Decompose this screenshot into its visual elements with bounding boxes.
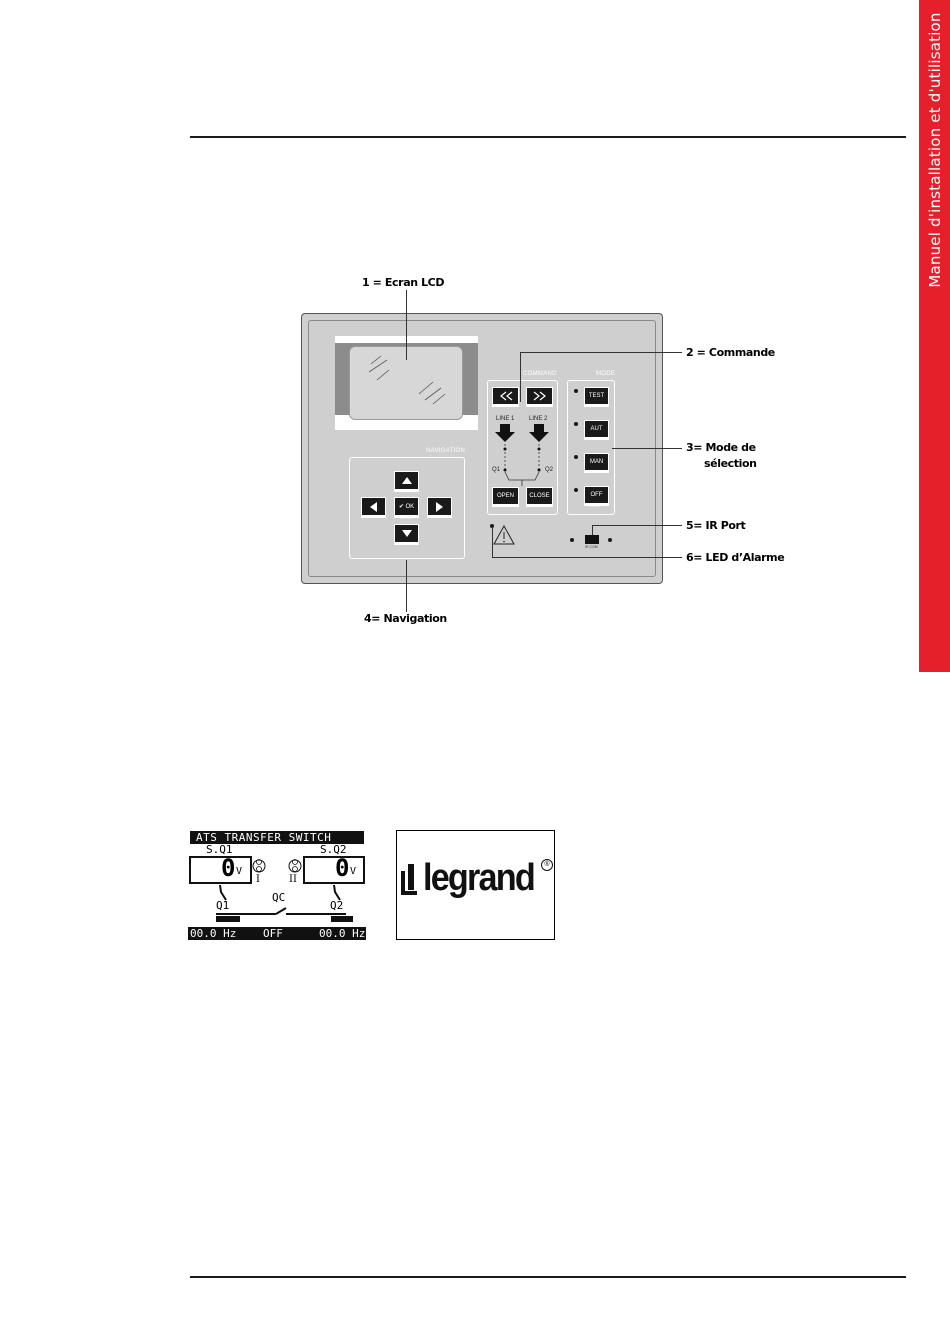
lcd-roman1: I [256,874,260,885]
nav-down-button[interactable] [394,524,419,545]
arrow-down-icon [402,530,412,537]
callout-mode-2: sélection [704,457,757,470]
callout-ir-port: 5= IR Port [686,519,746,532]
registered-icon: ® [541,859,553,871]
ir-led-right [608,538,612,542]
lcd-unit1: V [236,866,243,877]
side-tab-title: Manuel d'installation et d'utilisation [925,12,944,288]
nav-up-button[interactable] [394,471,419,492]
leader-mode [612,448,682,449]
lcd-source1: S.Q1 [206,843,233,856]
callout-commande: 2 = Commande [686,346,775,359]
arrow-right-icon [436,502,443,512]
line2-transfer-button[interactable] [526,387,553,407]
lcd-coupler: QC [272,891,286,904]
reset-label: RESET [589,504,601,508]
ir-port-icon [585,535,599,544]
lcd-status: OFF [263,927,283,940]
double-chevron-right-icon [533,391,547,401]
open-button[interactable]: OPEN [492,487,519,507]
lcd-title: ATS TRANSFER SWITCH [196,831,332,844]
lcd-source2: S.Q2 [320,843,347,856]
arrow-up-icon [402,477,412,484]
callout-mode-1: 3= Mode de [686,441,756,454]
lcd-unit2: V [350,866,357,877]
double-chevron-left-icon [499,391,513,401]
leader-alarm-v [492,527,493,557]
ir-label: IR COM [585,545,598,549]
ir-led-left [570,538,574,542]
leader-commande-h [520,352,682,353]
line1-label: LINE 1 [496,416,515,422]
off-led [574,488,578,492]
lcd-breaker2: Q2 [330,899,344,912]
legrand-logo: legrand [423,857,534,899]
leader-lcd [406,290,407,360]
menu-label: MENU [400,515,412,520]
q2-label: Q2 [545,467,554,473]
line-diagram-icon [495,422,555,492]
leader-ir-h [592,525,682,526]
lcd-voltage1: 0 [221,854,236,882]
q1-label: Q1 [492,467,501,473]
lcd-freq1: 00.0 Hz [190,927,237,940]
lcd-voltage2: 0 [335,854,350,882]
nav-left-button[interactable] [361,497,386,518]
lcd-freq2: 00.0 Hz [319,927,366,940]
top-rule [190,136,906,138]
side-tab [919,0,950,672]
off-button[interactable]: OFF [584,486,609,506]
callout-navigation: 4= Navigation [364,612,447,625]
man-button[interactable]: MAN [584,453,609,473]
callout-alarm: 6= LED d’Alarme [686,551,785,564]
lcd-roman2: II [289,874,297,885]
test-led [574,389,578,393]
lcd-screen-display [188,830,366,942]
line2-label: LINE 2 [529,416,548,422]
arrow-left-icon [370,502,377,512]
leader-alarm-h [492,557,682,558]
test-button[interactable]: TEST [584,387,609,407]
bottom-rule [190,1276,906,1278]
line1-transfer-button[interactable] [492,387,519,407]
aut-button[interactable]: AUT [584,420,609,440]
warning-icon [493,525,515,545]
lcd-breaker1: Q1 [216,899,230,912]
leader-ir-v [592,525,593,535]
callout-lcd: 1 = Ecran LCD [362,276,445,289]
close-button[interactable]: CLOSE [526,487,553,507]
ok-label: ✔ OK [398,504,415,510]
leader-navigation [406,560,407,612]
navigation-label: NAVIGATION [426,448,466,454]
command-label: COMMAND [523,371,557,377]
mode-label: MODE [596,371,616,377]
aut-led [574,422,578,426]
leader-commande-v [520,352,521,402]
man-led [574,455,578,459]
legrand-mark-bar [408,864,414,890]
logo-screen [396,830,555,940]
nav-right-button[interactable] [427,497,452,518]
